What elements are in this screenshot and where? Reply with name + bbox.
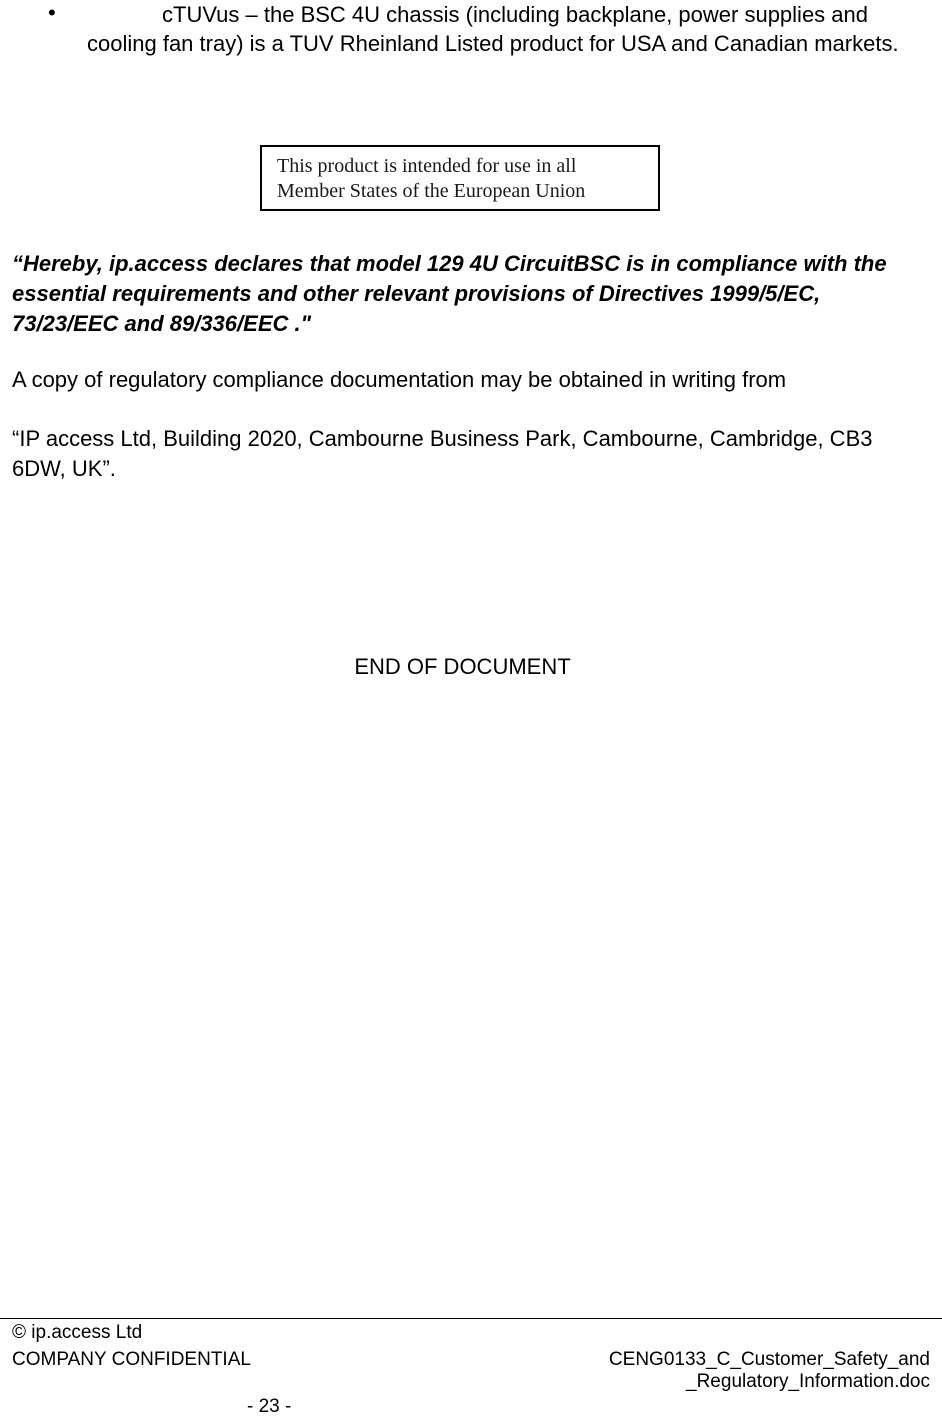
footer-copyright: © ip.access Ltd (12, 1322, 143, 1343)
copy-statement: A copy of regulatory compliance documentation may be obtained in writing from (12, 367, 787, 392)
footer-divider (0, 1318, 942, 1319)
declaration-of-conformity: “Hereby, ip.access declares that model 129 4U CircuitBSC is in compliance with the essential requirements and other relevant provisions of Directives 1999/5/EC, 73/23/EEC and 89/336/EEC ." (12, 251, 887, 336)
contact-address: “IP access Ltd, Building 2020, Cambourne Business Park, Cambourne, Cambridge, CB3 6DW, UK”. (12, 426, 873, 481)
eu-statement-box (260, 145, 660, 211)
footer-confidential: COMPANY CONFIDENTIAL (12, 1349, 251, 1370)
footer-page-number: - 23 - (247, 1396, 292, 1417)
footer-document-name-line-1: CENG0133_C_Customer_Safety_and (608, 1349, 930, 1370)
bullet-symbol: • (48, 0, 56, 25)
footer-document-name-line-2: _Regulatory_Information.doc (686, 1371, 930, 1392)
end-of-document: END OF DOCUMENT (354, 654, 571, 679)
eu-statement-line-1: This product is intended for use in all (277, 155, 577, 177)
footer-document-name (609, 1349, 930, 1393)
bullet-text-ctuvus: cTUVus – the BSC 4U chassis (including backplane, power supplies and cooling fan tray) is a TUV Rheinland Listed product for USA and Canadian markets. (87, 2, 899, 56)
eu-statement-line-2: Member States of the European Union (277, 180, 586, 202)
